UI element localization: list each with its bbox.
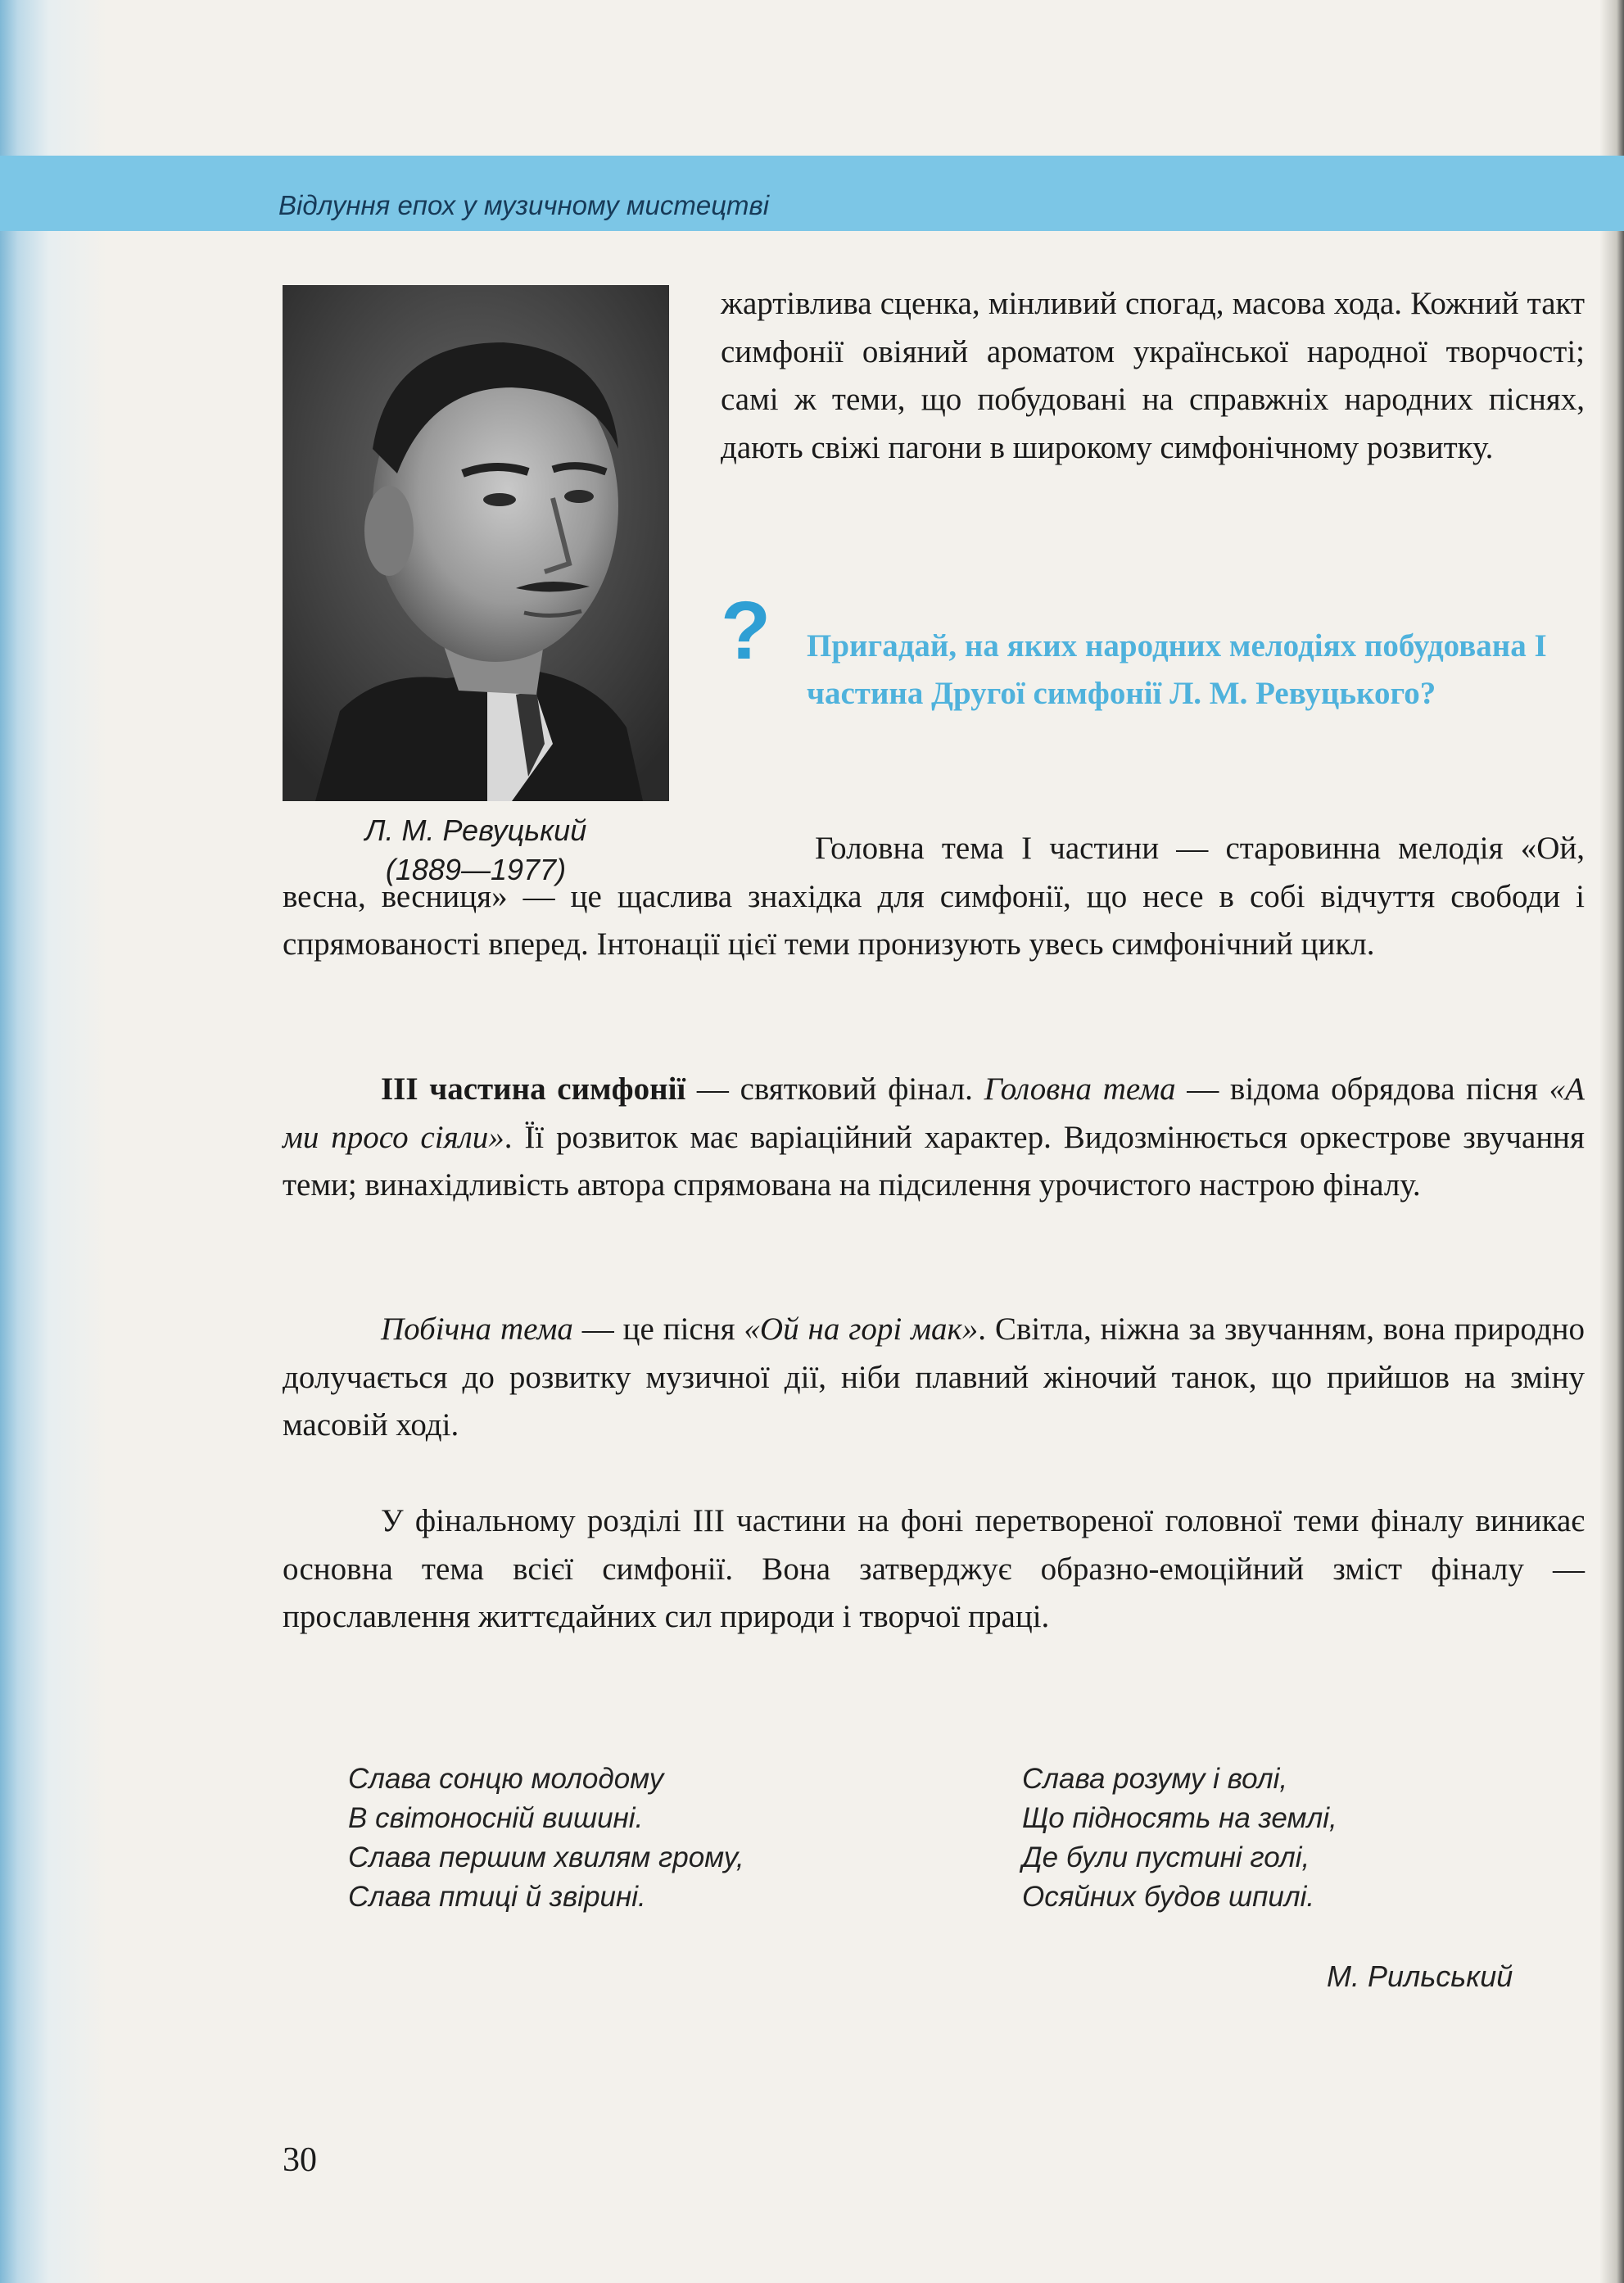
- paragraph-3: [283, 1066, 1585, 1210]
- paragraph-3-text-2: — відома обрядова пісня: [1175, 1071, 1549, 1107]
- poem-line: Слава сонцю молодому: [348, 1763, 664, 1795]
- paragraph-3-text-1: — святковий фінал.: [685, 1071, 984, 1107]
- paragraph-4-italic-1: Побічна тема: [381, 1311, 573, 1347]
- portrait-caption-name: Л. М. Ревуцький: [364, 813, 587, 847]
- paragraph-3-song-title: «А ми просо сіяли»: [283, 1071, 1585, 1155]
- paragraph-4-text-2: . Світла, ніжна за звучанням, вона природно долучається до розвитку музичної дії, ніби плавний жіночий танок, що прийшов на зміну масовій ході.: [283, 1311, 1585, 1443]
- paragraph-5: У фінальному розділі III частини на фоні перетвореної головної теми фіналу виникає основна тема всієї симфонії. Вона затверджує образно-емоційний зміст фіналу — прославлення життєдайних сил природи і творчої праці.: [283, 1503, 1585, 1634]
- poem-line: Де були пустині голі,: [1022, 1841, 1310, 1873]
- poem-line: Що підносять на землі,: [1022, 1802, 1337, 1834]
- poem-stanza-right: [1022, 1760, 1337, 1917]
- poem-author: М. Рильський: [1327, 1959, 1513, 1993]
- paragraph-3-italic-1: Головна тема: [984, 1071, 1176, 1107]
- poem-stanza-left: [348, 1760, 744, 1917]
- poem-line: В світоносній вишині.: [348, 1802, 644, 1834]
- paragraph-4-text-1: — це пісня: [572, 1311, 744, 1347]
- paragraph-4: [283, 1306, 1585, 1450]
- portrait-caption-years: (1889—1977): [385, 853, 567, 886]
- paragraph-4-song-title: «Ой на горі мак»: [744, 1311, 979, 1347]
- page-stack-edge: [0, 0, 106, 2283]
- section-header-title: Відлуння епох у музичному мистецтві: [278, 190, 770, 220]
- poem-line: Слава птиці й звірині.: [348, 1881, 646, 1913]
- paragraph-3-lead: III частина симфонії: [381, 1071, 686, 1107]
- question-text: Пригадай, на яких народних мелодіях побудована І частина Другої симфонії Л. М. Ревуцького?: [807, 628, 1547, 711]
- poem-line: Слава першим хвилям грому,: [348, 1841, 744, 1873]
- portrait-photo: [283, 285, 669, 801]
- paragraph-3-text-3: . Її розвиток має варіаційний характер. Видозмінюється оркестрове звучання теми; винахідливість автора спрямована на підсилення урочистого настрою фіналу.: [283, 1119, 1585, 1203]
- paragraph-2: Головна тема I частини — старовинна мелодія «Ой, весна, весниця» — це щаслива знахідка для симфонії, що несе в собі відчуття свободи і спрямованості вперед. Інтонації цієї теми пронизують увесь симфонічний цикл.: [283, 831, 1585, 962]
- page-number: 30: [283, 2141, 317, 2179]
- header-band: [0, 156, 1624, 231]
- question-mark-icon: ?: [721, 585, 771, 677]
- poem-line: Слава розуму і волі,: [1022, 1763, 1288, 1795]
- poem-line: Осяйних будов шпилі.: [1022, 1881, 1315, 1913]
- paragraph-1: жартівлива сценка, мінливий спогад, масова хода. Кожний такт симфонії овіяний ароматом української народної творчості; самі ж теми, що побудовані на справжніх народних піснях, дають свіжі пагони в широкому симфонічному розвитку.: [721, 286, 1585, 465]
- page-binding-shadow: [1599, 0, 1624, 2283]
